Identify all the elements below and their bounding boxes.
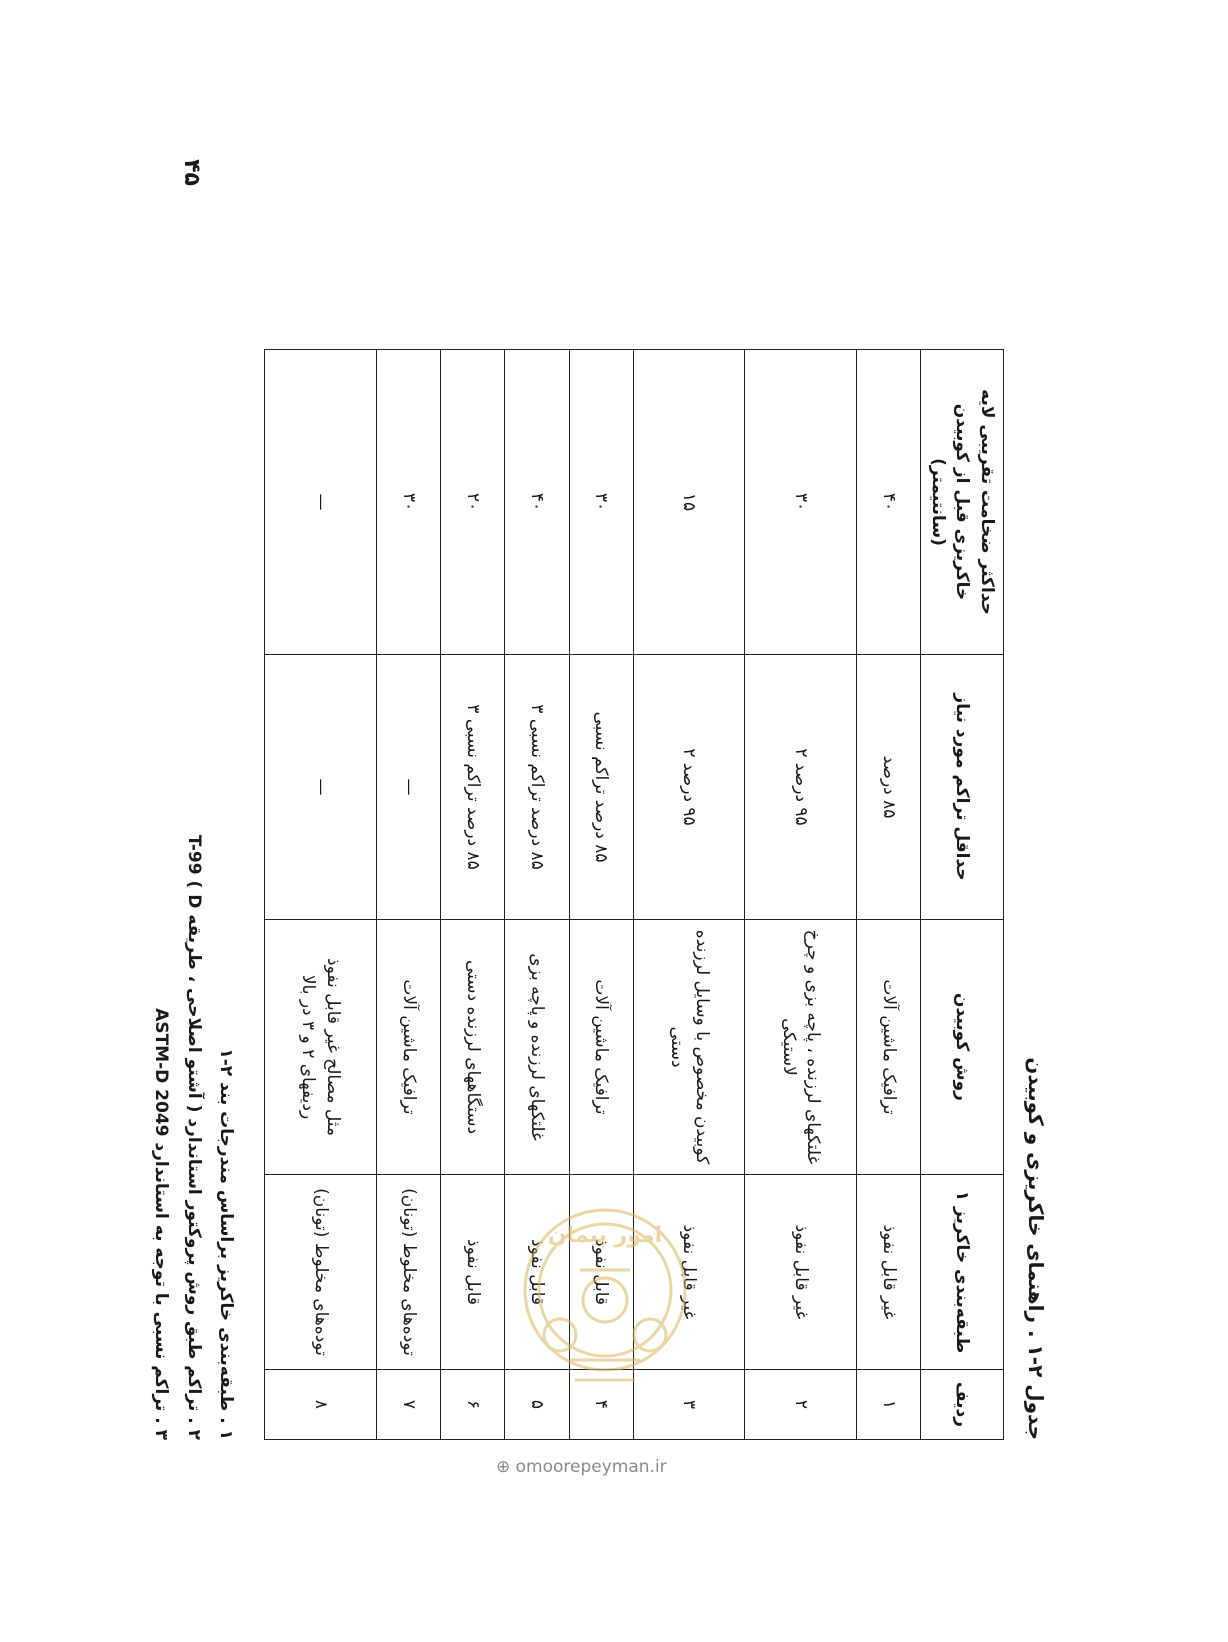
row-number: ۱	[856, 1370, 920, 1440]
row-number: ۳	[633, 1370, 744, 1440]
fill-class: غیر قابل نفوذ	[633, 1175, 744, 1370]
min-compaction: ۸۵ درصد تراکم نسبی ۳	[505, 655, 569, 920]
compaction-method: ترافیک ماشین آلات	[376, 920, 440, 1175]
fill-class: توده‌های مخلوط (تونان)	[376, 1175, 440, 1370]
min-compaction: ۹۵ درصد ۲	[633, 655, 744, 920]
fill-class: قابل نفوذ	[505, 1175, 569, 1370]
row-number: ۵	[505, 1370, 569, 1440]
compaction-method: غلتکهای لرزنده و پاچه بزی	[505, 920, 569, 1175]
compaction-method: ترافیک ماشین آلات	[856, 920, 920, 1175]
min-compaction: ۸۵ درصد تراکم نسبی	[569, 655, 633, 920]
table-row	[376, 350, 440, 1440]
max-layer-thickness: ۱۵	[633, 350, 744, 655]
row-number: ۸	[265, 1370, 377, 1440]
footnote-text: ۲ . تراکم طبق روش پروکتور استاندارد ( آشتو اصلاحی ، طریقه D )	[183, 880, 204, 1440]
compaction-method: غلتکهای لرزنده ، پاچه بزی و چرخ لاستیکی	[745, 920, 856, 1175]
footnote-reference: T-99	[183, 834, 204, 875]
watermark-url-text: omoorepeyman.ir	[515, 1457, 667, 1477]
watermark-stamp-logo	[520, 1150, 690, 1420]
table-row	[856, 350, 920, 1440]
footnote-text: ۱ . طبقه‌بندی خاکریز براساس مندرجات بند ۲-۱	[216, 1048, 236, 1440]
page-number: ۴۵	[178, 159, 204, 186]
max-layer-thickness: ۳۰	[376, 350, 440, 655]
header-min-compaction: حداقل تراکم مورد نیاز	[921, 655, 1004, 920]
row-number: ۷	[376, 1370, 440, 1440]
footnote-3	[145, 835, 177, 1440]
row-number: ۶	[440, 1370, 504, 1440]
table-row	[265, 350, 377, 1440]
table-row	[745, 350, 856, 1440]
footnote-text: ۳ . تراکم نسبی با توجه به استاندارد	[151, 1142, 172, 1440]
footnotes	[145, 835, 242, 1440]
min-compaction: —	[376, 655, 440, 920]
header-row-number: ردیف	[921, 1370, 1004, 1440]
min-compaction: —	[265, 655, 377, 920]
fill-class: غیر قابل نفوذ	[856, 1175, 920, 1370]
table-title: جدول ۲-۱ . راهنمای خاکریزی و کوبیدن	[1024, 1057, 1048, 1440]
max-layer-thickness: ۴۰	[856, 350, 920, 655]
table-row	[440, 350, 504, 1440]
compaction-method: مثل مصالح غیر قابل نفوذ ردیفهای ۲ و ۳ در بالا	[265, 920, 377, 1175]
compaction-method: ترافیک ماشین آلات	[569, 920, 633, 1175]
max-layer-thickness: ۳۰	[569, 350, 633, 655]
footnote-2	[177, 835, 209, 1440]
min-compaction: ۸۵ درصد	[856, 655, 920, 920]
watermark-url	[496, 1457, 667, 1477]
compaction-method: دستگاههای لرزنده دستی	[440, 920, 504, 1175]
fill-class: غیر قابل نفوذ	[745, 1175, 856, 1370]
fill-class: قابل نفوذ	[569, 1175, 633, 1370]
table-header-row	[921, 350, 1004, 1440]
fill-class: قابل نفوذ	[440, 1175, 504, 1370]
max-layer-thickness: ۳۰	[745, 350, 856, 655]
compaction-method: کوبیدن مخصوص با وسایل لرزنده دستی	[633, 920, 744, 1175]
globe-icon: ⊕	[496, 1457, 511, 1477]
fill-class: توده‌های مخلوط (تونان)	[265, 1175, 377, 1370]
max-layer-thickness: ۴۰	[505, 350, 569, 655]
max-layer-thickness: ۲۰	[440, 350, 504, 655]
footnote-1	[210, 835, 242, 1440]
stamp-label: امور پیمان	[547, 1223, 663, 1248]
max-layer-thickness: —	[265, 350, 377, 655]
row-number: ۲	[745, 1370, 856, 1440]
min-compaction: ۹۵ درصد ۲	[745, 655, 856, 920]
min-compaction: ۸۵ درصد تراکم نسبی ۳	[440, 655, 504, 920]
header-compaction-method: روش کوبیدن	[921, 920, 1004, 1175]
footnote-reference: ASTM-D 2049	[151, 1008, 172, 1137]
header-max-layer-thickness: حداکثر ضخامت تقریبی لایه خاکریزی قبل از کوبیدن (سانتیمتر)	[921, 350, 1004, 655]
row-number: ۴	[569, 1370, 633, 1440]
header-fill-class: طبقه‌بندی خاکریز ۱	[921, 1175, 1004, 1370]
